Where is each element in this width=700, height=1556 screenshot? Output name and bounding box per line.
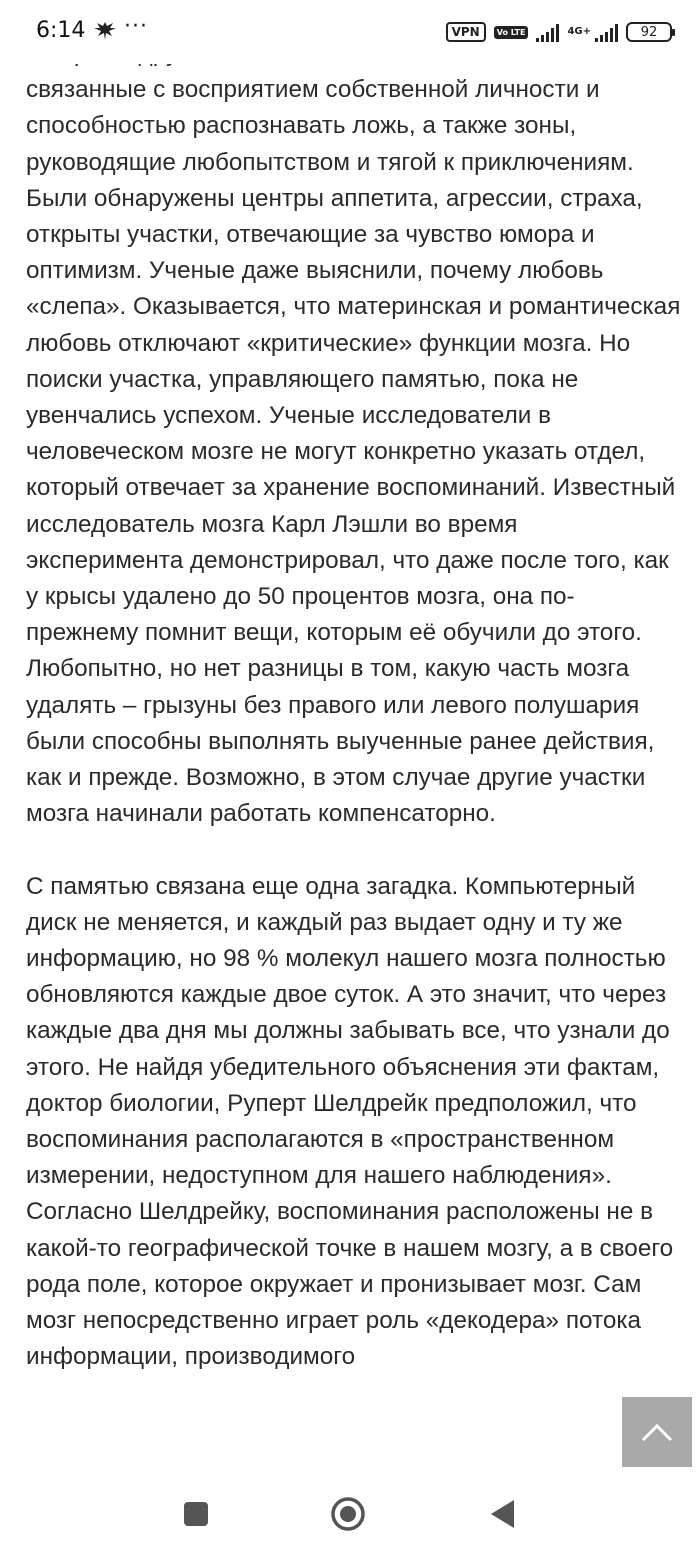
signal-icon xyxy=(536,22,559,42)
status-bar xyxy=(0,0,700,64)
notification-more-icon: ··· xyxy=(124,14,148,39)
recent-apps-button[interactable] xyxy=(174,1492,218,1536)
signal-icon-2 xyxy=(595,22,618,42)
bird-emblem-icon xyxy=(92,18,118,44)
network-type: 4G+ xyxy=(567,26,591,37)
battery-icon xyxy=(626,22,672,42)
system-navigation-bar xyxy=(0,1474,700,1556)
back-button[interactable] xyxy=(480,1492,524,1536)
triangle-back-icon xyxy=(488,1498,516,1530)
chevron-up-icon xyxy=(640,1421,674,1443)
article-paragraph: С памятью связана еще одна загадка. Компьютерный диск не меняется, и каждый раз выдает одну и ту же информацию, но 98 % молекул нашего мозга полностью обновляются каждые двое суток. А это значит, что через каждые два дня мы должны забывать все, что узнали до этого. Не найдя убедительного объяснения эти фактам, доктор биологии, Руперт Шелдрейк предположил, что воспоминания располагаются в «пространственном измерении, недоступном для нашего наблюдения». Согласно Шелдрейку, воспоминания расположены не в какой-то географической точке в нашем мозгу, а в своего рода поле, которое окружает и пронизывает мозг. Сам мозг непосредственно играет роль «декодера» потока информации, производимого xyxy=(26,872,674,1371)
status-indicators xyxy=(446,18,672,46)
status-time: 6:14 xyxy=(36,18,86,43)
vpn-badge: VPN xyxy=(446,22,486,42)
square-icon xyxy=(183,1501,209,1527)
article-paragraph: связанные с восприятием собственной личности и способностью распознавать ложь, а также зоны, руководящие любопытством и тягой к приключениям. Были обнаружены центры аппетита, агрессии, страха, открыты участки, отвечающие за чувство юмора и оптимизм. Ученые даже выяснили, почему любовь «слепа». Оказывается, что материнская и романтическая любовь отключают «критические» функции мозга. Но поиски участка, управляющего памятью, пока не увенчались успехом. Ученые исследователи в человеческом мозге не могут конкретно указать отдел, который отвечает за хранение воспоминаний. Известный исследователь мозга Карл Лэшли во время эксперимента демонстрировал, что даже после того, как у крысы удалено до 50 процентов мозга, она по-прежнему помнит вещи, которым её обучили до этого. Любопытно, но нет разницы в том, какую часть мозга удалять – грызуны без правого или левого полушария были способны выполнять выученные ранее действия, как и прежде. Возможно, в этом случае другие участки мозга начинали работать компенсаторно. xyxy=(26,76,681,828)
volte-badge: Vo LTE xyxy=(494,26,529,39)
circle-home-icon xyxy=(330,1496,366,1532)
home-button[interactable] xyxy=(326,1492,370,1536)
article-body xyxy=(26,36,681,1376)
scroll-to-top-button[interactable] xyxy=(622,1397,692,1467)
battery-level: 92 xyxy=(640,24,658,40)
